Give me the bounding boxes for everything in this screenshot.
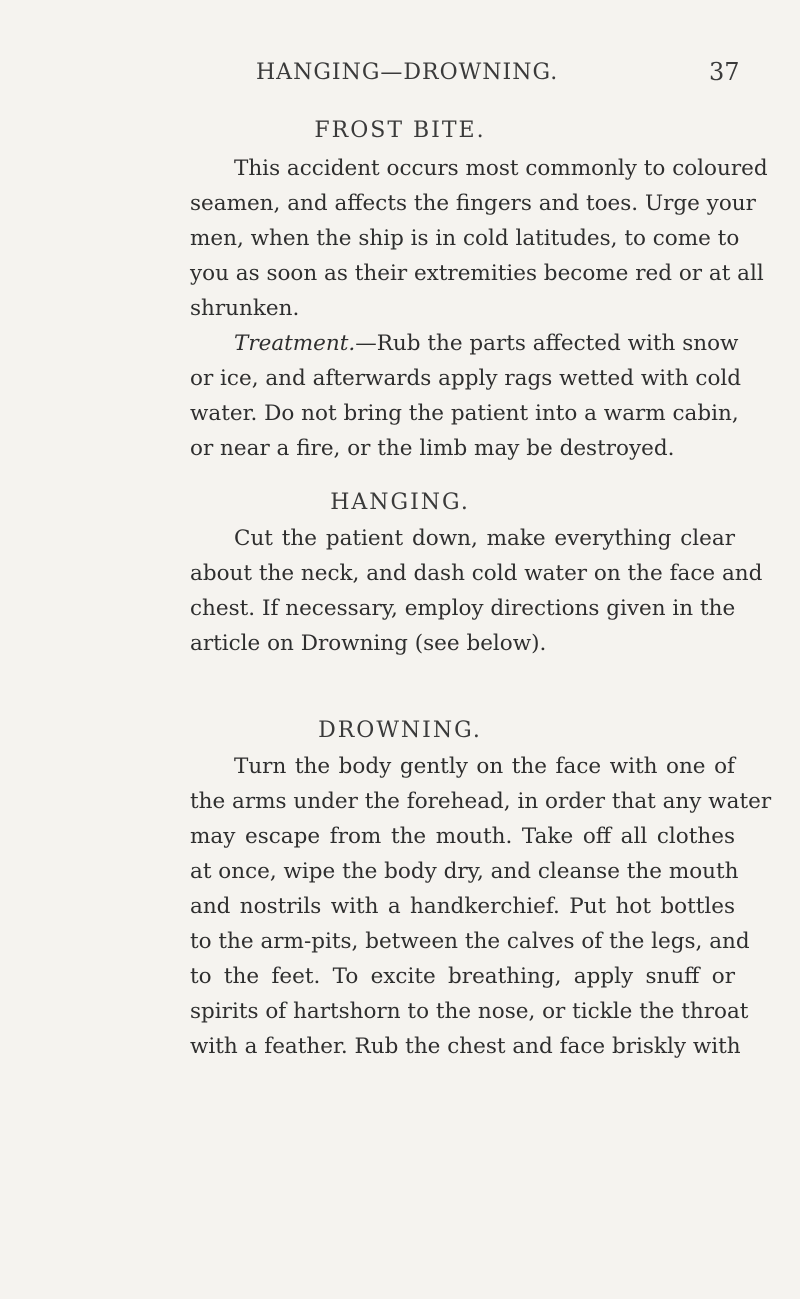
text-line: may escape from the mouth. Take off all clothes	[190, 824, 735, 849]
treatment-label: Treatment.	[234, 331, 356, 356]
text-line: or near a fire, or the limb may be destroyed.	[190, 436, 675, 461]
text-line: with a feather. Rub the chest and face briskly with	[190, 1034, 741, 1059]
section-title-frost-bite: FROST BITE.	[314, 118, 486, 143]
text-line: to the arm-pits, between the calves of the legs, and	[190, 929, 750, 954]
text-line: to the feet. To excite breathing, apply snuff or	[190, 964, 735, 989]
running-head: HANGING—DROWNING.	[256, 60, 559, 85]
section-title-drowning: DROWNING.	[318, 718, 482, 743]
section-title-hanging: HANGING.	[330, 490, 470, 515]
paragraph-frost-bite-treatment	[190, 326, 742, 466]
text-line: This accident occurs most commonly to coloured	[234, 156, 768, 181]
text-line: water. Do not bring the patient into a warm cabin,	[190, 401, 739, 426]
text-line: article on Drowning (see below).	[190, 631, 547, 656]
paragraph-frost-bite-intro	[190, 151, 768, 326]
text-line: the arms under the forehead, in order that any water	[190, 789, 772, 814]
text-line	[190, 326, 739, 361]
text-line: seamen, and affects the fingers and toes. Urge your	[190, 191, 756, 216]
page-number: 37	[709, 58, 740, 86]
text-line: Turn the body gently on the face with one of	[234, 754, 735, 779]
paragraph-drowning	[190, 749, 772, 1064]
text-line: or ice, and afterwards apply rags wetted with cold	[190, 366, 742, 391]
paragraph-hanging	[190, 521, 763, 661]
text-line: spirits of hartshorn to the nose, or tickle the throat	[190, 999, 749, 1024]
text-line: you as soon as their extremities become red or at all	[190, 261, 764, 286]
text-line: chest. If necessary, employ directions given in the	[190, 596, 736, 621]
text-line: and nostrils with a handkerchief. Put hot bottles	[190, 894, 735, 919]
text-line: men, when the ship is in cold latitudes, to come to	[190, 226, 740, 251]
text-line: at once, wipe the body dry, and cleanse the mouth	[190, 859, 739, 884]
text-line: about the neck, and dash cold water on the face and	[190, 561, 763, 586]
text-line: shrunken.	[190, 296, 300, 321]
text-line: Cut the patient down, make everything clear	[234, 526, 735, 551]
treatment-text: —Rub the parts affected with snow	[355, 331, 739, 356]
